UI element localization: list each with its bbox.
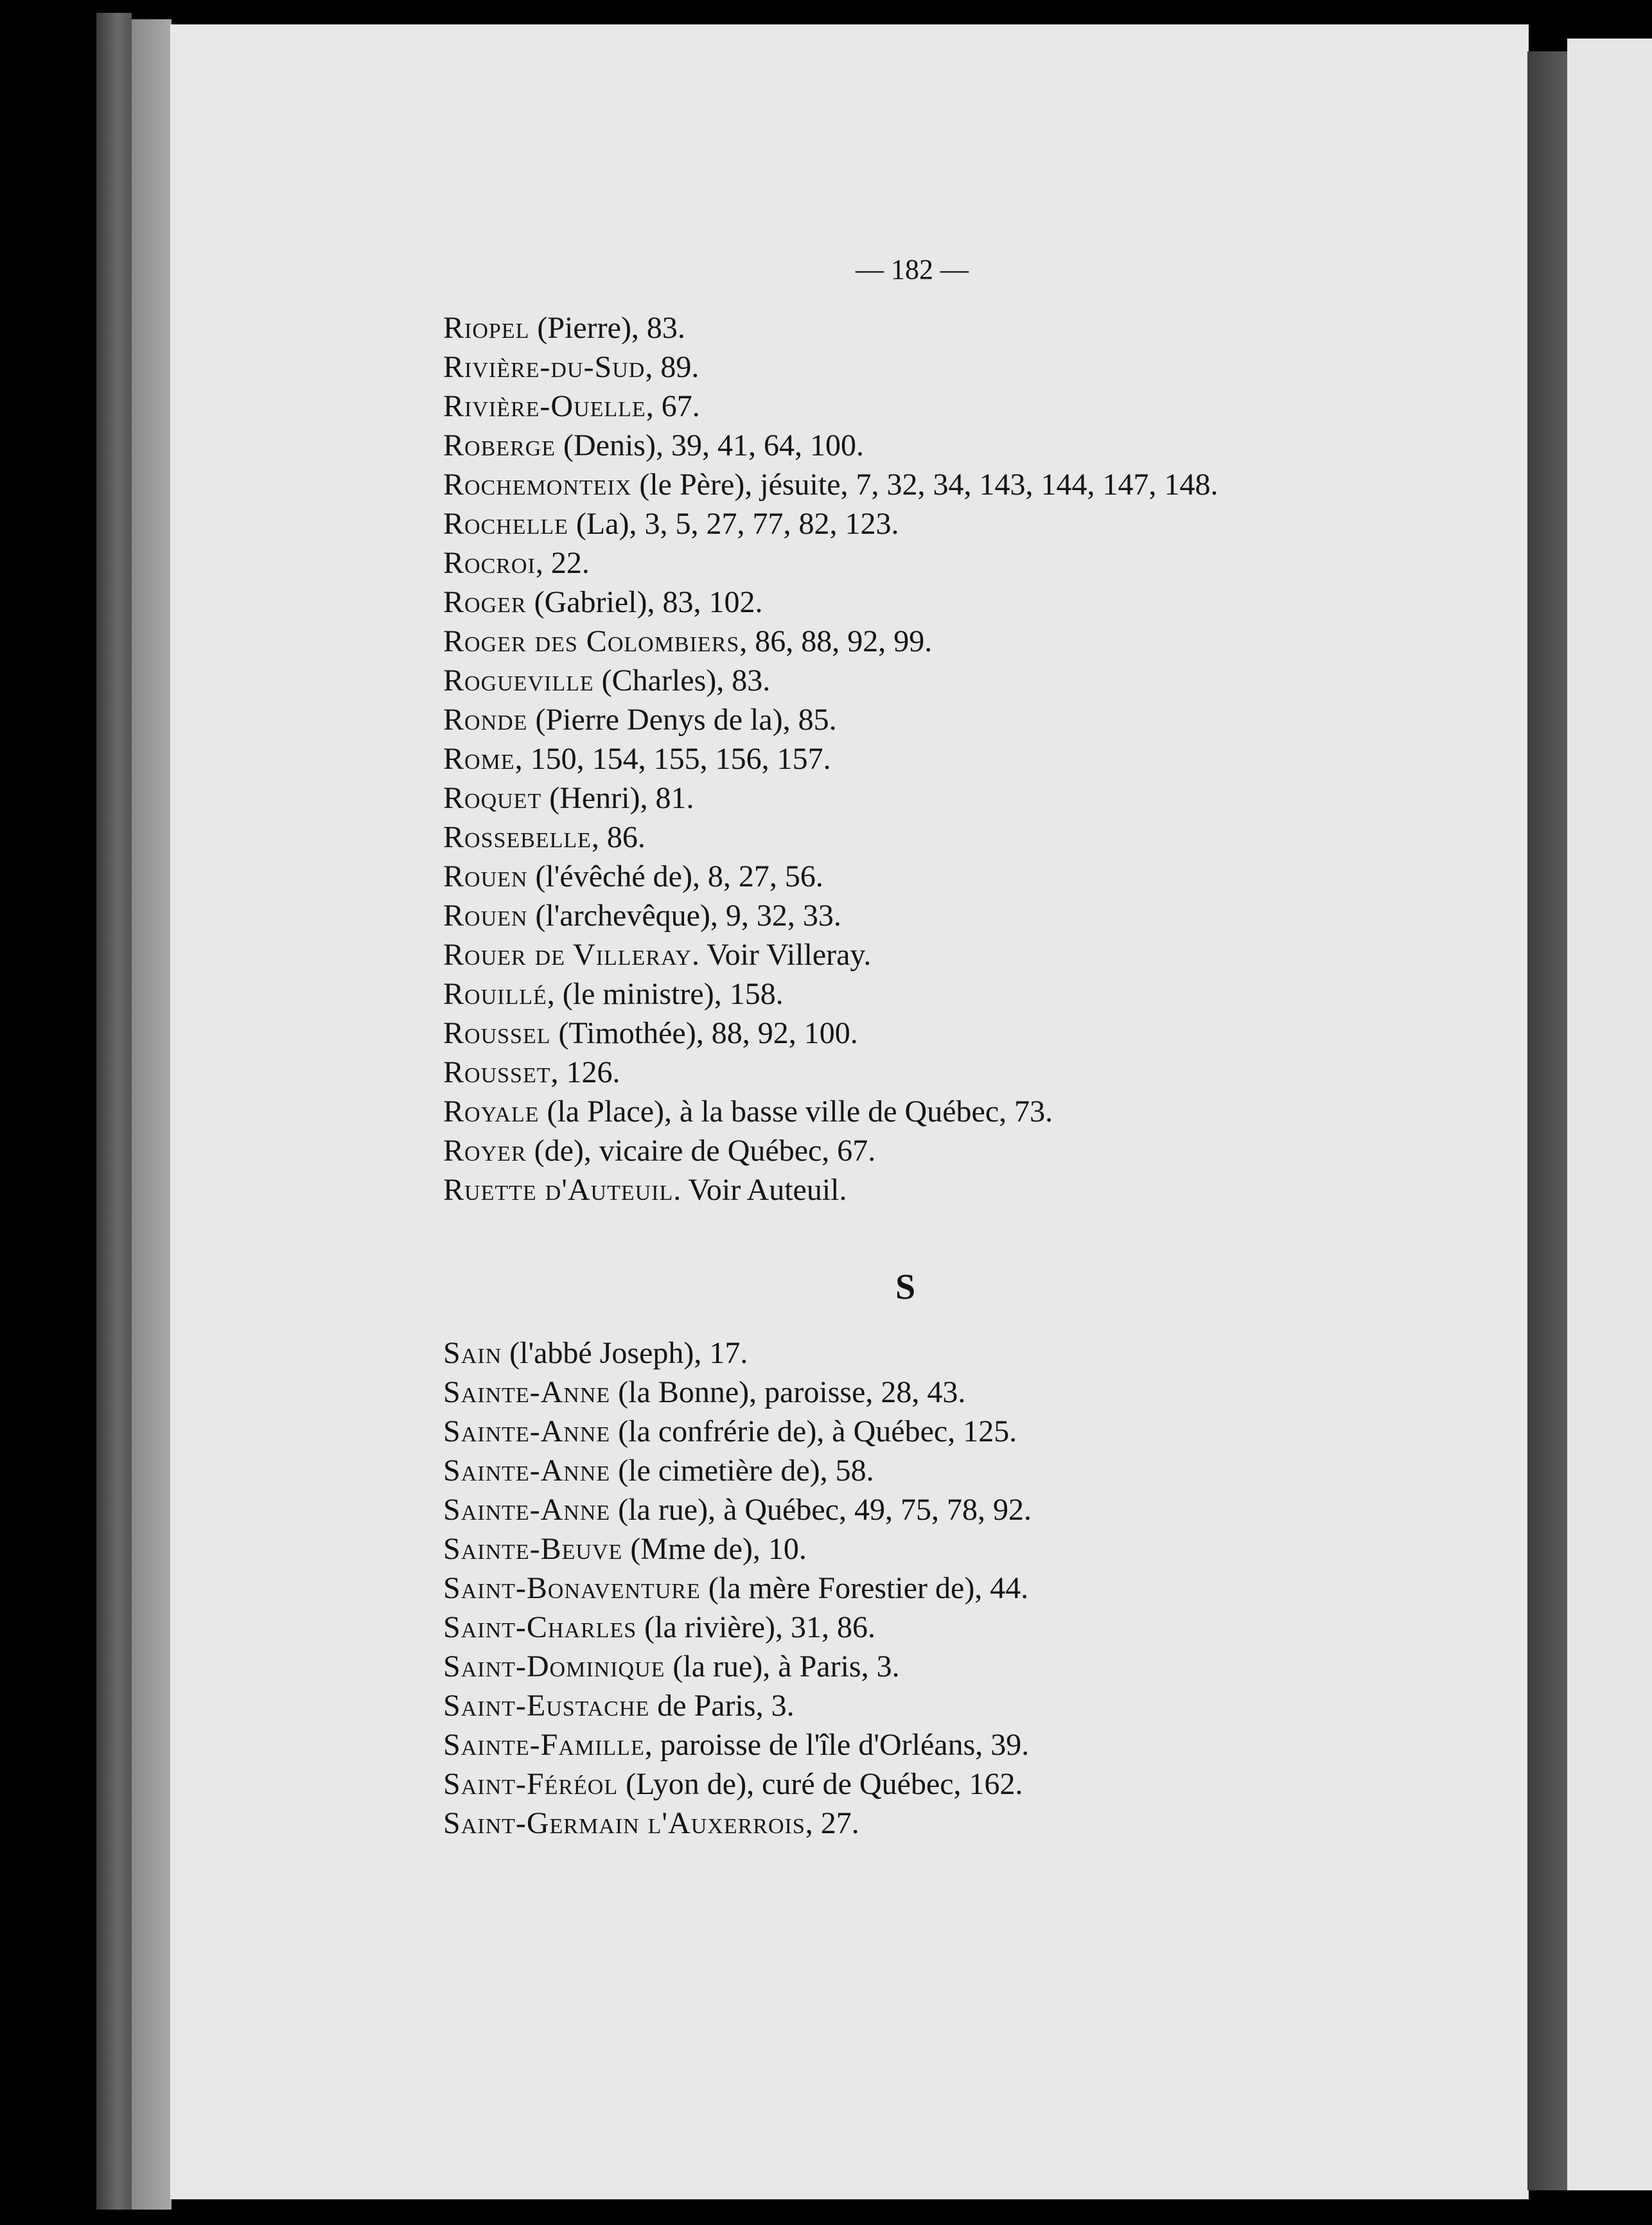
index-entry — [443, 1333, 1522, 1373]
index-entry — [443, 974, 1522, 1014]
index-entry-references: , 86. — [591, 820, 646, 854]
index-entry-heading: Saint-Charles — [443, 1610, 637, 1644]
index-entry-heading: Roberge — [443, 428, 556, 462]
index-entry-heading: Saint-Bonaventure — [443, 1571, 701, 1605]
index-entry-references: (Pierre Denys de la), 85. — [527, 703, 837, 737]
index-entry — [443, 1608, 1522, 1647]
index-entry — [443, 700, 1522, 739]
index-entry-heading: Rousset — [443, 1055, 551, 1089]
index-entry — [443, 1490, 1522, 1529]
index-entry-references: (Henri), 81. — [541, 781, 694, 815]
index-entry — [443, 661, 1522, 700]
index-entry-heading: Royer — [443, 1134, 527, 1168]
page-number: — 182 — — [856, 254, 969, 285]
index-entry-heading: Rouer de Villeray — [443, 938, 692, 972]
index-entry-references: , 89. — [645, 350, 699, 384]
index-entry-heading: Sainte-Anne — [443, 1414, 611, 1448]
index-entry — [443, 1529, 1522, 1569]
index-entry-heading: Sain — [443, 1336, 502, 1370]
index-entry-references: . Voir Villeray. — [691, 938, 872, 972]
index-entry-references: , paroisse de l'île d'Orléans, 39. — [644, 1728, 1030, 1762]
index-entry-heading: Rivière-Ouelle — [443, 389, 646, 423]
index-entry-references: , 27. — [805, 1806, 859, 1840]
index-entry-references: (Timothée), 88, 92, 100. — [550, 1016, 858, 1050]
index-entry-references: , 67. — [646, 389, 700, 423]
index-entry — [443, 308, 1522, 347]
facing-page — [1567, 39, 1652, 2190]
facing-page-shadow — [1527, 51, 1567, 2190]
index-entry — [443, 1725, 1522, 1764]
index-entry-heading: Ronde — [443, 703, 528, 737]
index-entry-heading: Rouen — [443, 859, 528, 893]
index-entries-s — [443, 1333, 1522, 1843]
index-entry-heading: Rouillé — [443, 977, 547, 1011]
index-entry-references: (la Place), à la basse ville de Québec, 73. — [539, 1095, 1053, 1129]
index-entry-heading: Ruette d'Auteuil — [443, 1173, 674, 1207]
index-entry — [443, 622, 1522, 661]
index-entry — [443, 1053, 1522, 1092]
index-entry — [443, 935, 1522, 974]
index-entry-heading: Rome — [443, 742, 515, 776]
index-entry-references: (Denis), 39, 41, 64, 100. — [556, 428, 864, 462]
index-entry — [443, 1014, 1522, 1053]
index-entry-heading: Saint-Germain l'Auxerrois — [443, 1806, 805, 1840]
index-entry-heading: Roger des Colombiers — [443, 624, 740, 658]
index-entry-references: (Gabriel), 83, 102. — [526, 585, 763, 619]
index-entry-references: (Charles), 83. — [593, 664, 771, 698]
index-entry-references: , (le ministre), 158. — [547, 977, 784, 1011]
index-entry — [443, 1412, 1522, 1451]
index-entry — [443, 583, 1522, 622]
index-entry-references: (la confrérie de), à Québec, 125. — [610, 1414, 1017, 1448]
index-entry — [443, 1804, 1522, 1843]
index-entry-references: (l'évêché de), 8, 27, 56. — [527, 859, 823, 893]
section-letter: S — [895, 1267, 916, 1307]
index-entry-heading: Rossebelle — [443, 820, 592, 854]
index-entry-heading: Sainte-Famille — [443, 1728, 645, 1762]
index-entry-references: (de), vicaire de Québec, 67. — [526, 1134, 876, 1168]
index-entry-heading: Roussel — [443, 1016, 551, 1050]
index-entry-references: , 126. — [550, 1055, 620, 1089]
index-entry-heading: Saint-Eustache — [443, 1689, 650, 1723]
index-entry — [443, 1131, 1522, 1170]
book-spine-shadow — [96, 13, 132, 2210]
index-entry-heading: Saint-Dominique — [443, 1649, 665, 1684]
index-entry — [443, 543, 1522, 583]
index-entry-references: (la rue), à Québec, 49, 75, 78, 92. — [610, 1493, 1032, 1527]
index-entry — [443, 896, 1522, 935]
index-entry-references: , 150, 154, 155, 156, 157. — [514, 742, 831, 776]
index-entry-references: (l'archevêque), 9, 32, 33. — [527, 899, 841, 933]
index-entry-heading: Rogueville — [443, 664, 594, 698]
book-page-edges — [132, 19, 171, 2210]
index-entry — [443, 1170, 1522, 1209]
index-entry-heading: Rochemonteix — [443, 468, 632, 502]
index-entry-references: , 22. — [535, 546, 590, 580]
index-entry-heading: Saint-Féréol — [443, 1767, 619, 1801]
index-entry — [443, 347, 1522, 387]
index-entry — [443, 1686, 1522, 1725]
index-entry-references: , 86, 88, 92, 99. — [739, 624, 933, 658]
index-entry-references: (La), 3, 5, 27, 77, 82, 123. — [568, 507, 899, 541]
index-entry-heading: Sainte-Anne — [443, 1454, 611, 1488]
index-entry — [443, 778, 1522, 818]
index-entry — [443, 1569, 1522, 1608]
index-entry-heading: Roger — [443, 585, 527, 619]
index-entry-heading: Roquet — [443, 781, 542, 815]
index-entry-heading: Rivière-du-Sud — [443, 350, 646, 384]
index-entry-references: (le cimetière de), 58. — [610, 1454, 874, 1488]
index-entry-references: (le Père), jésuite, 7, 32, 34, 143, 144, 147, 148. — [631, 468, 1218, 502]
index-entry — [443, 739, 1522, 778]
index-entry — [443, 1764, 1522, 1804]
index-entry-heading: Rocroi — [443, 546, 536, 580]
index-entry-heading: Rouen — [443, 899, 528, 933]
index-entries-r — [443, 308, 1522, 1209]
index-entry-references: de Paris, 3. — [649, 1689, 795, 1723]
index-entry — [443, 504, 1522, 543]
index-entry-references: (la mère Forestier de), 44. — [700, 1571, 1029, 1605]
index-entry-references: (Mme de), 10. — [622, 1532, 807, 1566]
index-entry-heading: Riopel — [443, 311, 530, 345]
index-entry — [443, 1373, 1522, 1412]
index-entry — [443, 387, 1522, 426]
index-entry-references: (la rivière), 31, 86. — [637, 1610, 875, 1644]
index-entry-heading: Sainte-Beuve — [443, 1532, 623, 1566]
index-entry-references: (la rue), à Paris, 3. — [665, 1649, 900, 1684]
index-entry-heading: Royale — [443, 1095, 540, 1129]
index-entry-heading: Sainte-Anne — [443, 1375, 611, 1409]
index-entry — [443, 857, 1522, 896]
index-entry-references: (Lyon de), curé de Québec, 162. — [618, 1767, 1023, 1801]
index-entry — [443, 465, 1522, 504]
index-entry — [443, 818, 1522, 857]
index-entry — [443, 1647, 1522, 1686]
index-entry-heading: Rochelle — [443, 507, 568, 541]
index-entry — [443, 426, 1522, 465]
index-entry-heading: Sainte-Anne — [443, 1493, 611, 1527]
index-entry-references: (la Bonne), paroisse, 28, 43. — [610, 1375, 966, 1409]
index-entry — [443, 1092, 1522, 1131]
index-entry-references: (l'abbé Joseph), 17. — [502, 1336, 748, 1370]
index-entry-references: (Pierre), 83. — [529, 311, 685, 345]
index-entry-references: . Voir Auteuil. — [673, 1173, 847, 1207]
index-entry — [443, 1451, 1522, 1490]
